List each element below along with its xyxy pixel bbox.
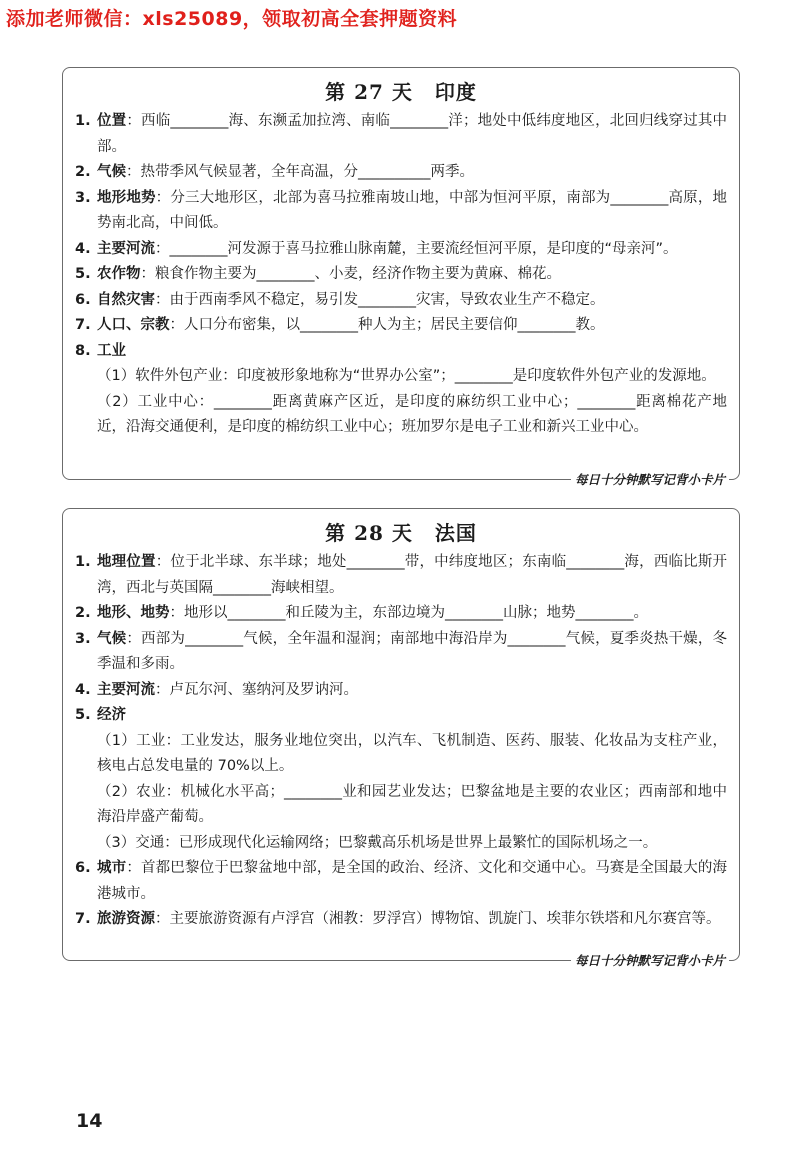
- item-number: 2.: [75, 605, 91, 621]
- card-footer-tag: 每日十分钟默写记背小卡片: [571, 951, 729, 969]
- item-number: 1.: [75, 113, 91, 129]
- card-france: [62, 508, 740, 968]
- item-body: ：________河发源于喜马拉雅山脉南麓，主要流经恒河平原，是印度的“母亲河”。: [155, 240, 678, 257]
- item-body: ：位于北半球、东半球；地处________带，中纬度地区；东南临________海，西临比斯开湾，西北与英国隔________海峡相望。: [97, 554, 728, 596]
- list-item: [75, 339, 727, 365]
- item-body: ：人口分布密集，以________种人为主；居民主要信仰________教。: [169, 317, 605, 333]
- item-number: 2.: [75, 164, 91, 180]
- watermark-text: 添加老师微信：xls25089，领取初高全套押题资料: [6, 8, 458, 30]
- item-heading: 城市: [97, 860, 127, 876]
- item-body: ：粮食作物主要为________、小麦，经济作物主要为黄麻、棉花。: [140, 266, 561, 282]
- item-number: 4.: [75, 681, 91, 698]
- item-number: 5.: [75, 266, 91, 282]
- list-item: [75, 313, 727, 339]
- list-item: [75, 186, 727, 237]
- item-body: ：分三大地形区，北部为喜马拉雅南坡山地，中部为恒河平原，南部为________高原，地势南北高，中间低。: [97, 189, 728, 231]
- card-day: 第 27 天: [325, 80, 413, 104]
- card-footer-tag: 每日十分钟默写记背小卡片: [571, 470, 729, 488]
- card-day: 第 28 天: [325, 521, 413, 545]
- item-body: ：热带季风气候显著，全年高温，分__________两季。: [126, 164, 474, 180]
- sub-item: （2）工业中心：________距离黄麻产区近，是印度的麻纺织工业中心；________距离棉花产地近，沿海交通便利，是印度的棉纺织工业中心；班加罗尔是电子工业和新兴工业中心。: [97, 393, 727, 435]
- sub-item: （3）交通：已形成现代化运输网络；巴黎戴高乐机场是世界上最繁忙的国际机场之一。: [97, 834, 658, 851]
- item-body: ：卢瓦尔河、塞纳河及罗讷河。: [155, 681, 358, 698]
- sub-item: （2）农业：机械化水平高；________业和园艺业发达；巴黎盆地是主要的农业区；西南部和地中海沿岸盛产葡萄。: [97, 783, 727, 825]
- card-country: 印度: [434, 80, 477, 104]
- card-india: [62, 67, 740, 487]
- item-heading: 地形、地势: [97, 605, 170, 621]
- list-item: [75, 703, 727, 729]
- list-item: [75, 160, 727, 186]
- item-heading: 气候: [97, 630, 127, 647]
- list-item: [75, 907, 727, 933]
- item-heading: 气候: [97, 164, 126, 180]
- list-item: [75, 237, 727, 263]
- item-heading: 农作物: [97, 266, 141, 282]
- item-body: ：西部为________气候，全年温和湿润；南部地中海沿岸为________气候，夏季炎热干燥，冬季温和多雨。: [97, 630, 728, 672]
- list-item: [75, 678, 727, 704]
- item-heading: 人口、宗教: [97, 317, 170, 333]
- sub-item: （1）工业：工业发达，服务业地位突出，以汽车、飞机制造、医药、服装、化妆品为支柱产业，核电占总发电量的 70%以上。: [97, 732, 727, 774]
- item-body: ：地形以________和丘陵为主，东部边境为________山脉；地势________。: [169, 605, 648, 621]
- card-country: 法国: [434, 521, 477, 545]
- list-item: [75, 288, 727, 314]
- sub-item: （1）软件外包产业：印度被形象地称为“世界办公室”；________是印度软件外包产业的发源地。: [97, 368, 716, 384]
- item-number: 7.: [75, 911, 91, 927]
- item-number: 1.: [75, 554, 91, 570]
- card-title: [75, 76, 727, 105]
- list-item: [75, 109, 727, 160]
- page-number: 14: [76, 1110, 103, 1132]
- item-number: 8.: [75, 342, 91, 359]
- card-title: [75, 517, 727, 546]
- item-heading: 经济: [97, 707, 126, 723]
- item-number: 7.: [75, 317, 91, 333]
- item-heading: 地形地势: [97, 189, 156, 206]
- item-heading: 旅游资源: [97, 911, 155, 927]
- item-heading: 主要河流: [97, 240, 155, 257]
- list-item: [75, 601, 727, 627]
- item-body: ：首都巴黎位于巴黎盆地中部，是全国的政治、经济、文化和交通中心。马赛是全国最大的海港城市。: [97, 860, 727, 902]
- list-item: [75, 627, 727, 678]
- item-number: 3.: [75, 630, 91, 647]
- item-number: 6.: [75, 860, 91, 876]
- item-heading: 主要河流: [97, 681, 155, 698]
- item-number: 3.: [75, 189, 91, 206]
- item-heading: 自然灾害: [97, 291, 155, 308]
- list-item: [75, 550, 727, 601]
- item-heading: 位置: [97, 113, 127, 129]
- list-item: [75, 856, 727, 907]
- item-body: ：由于西南季风不稳定，易引发________灾害，导致农业生产不稳定。: [155, 291, 605, 308]
- list-item: [75, 262, 727, 288]
- item-heading: 地理位置: [97, 554, 156, 570]
- item-number: 6.: [75, 291, 91, 308]
- item-body: ：西临________海、东濒孟加拉湾、南临________洋；地处中低纬度地区，北回归线穿过其中部。: [97, 113, 728, 155]
- item-heading: 工业: [97, 342, 126, 359]
- item-number: 4.: [75, 240, 91, 257]
- item-number: 5.: [75, 707, 91, 723]
- item-body: ：主要旅游资源有卢浮宫（湘教：罗浮宫）博物馆、凯旋门、埃菲尔铁塔和凡尔赛宫等。: [155, 911, 721, 927]
